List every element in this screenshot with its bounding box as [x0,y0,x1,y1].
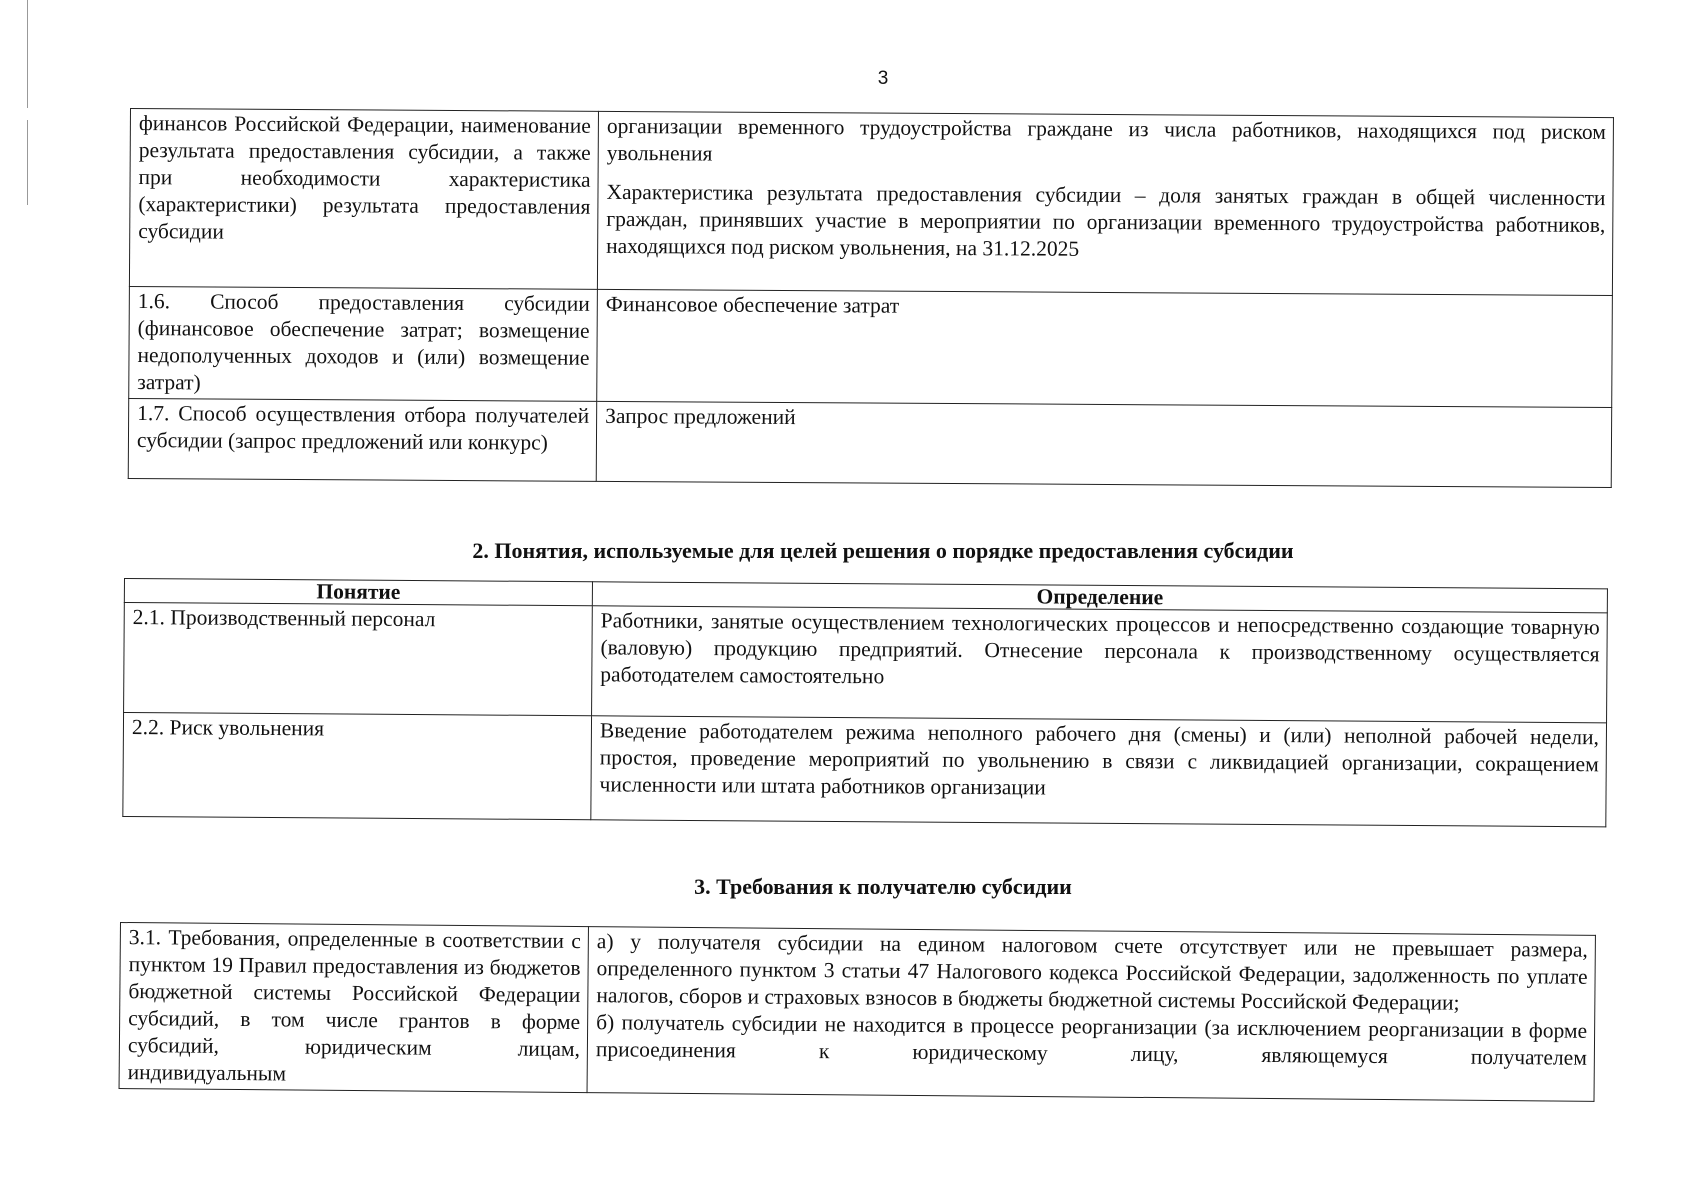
scan-margin-line [27,120,28,205]
table-row [129,109,1613,296]
section-2-title: 2. Понятия, используемые для целей решения о порядке предоставления субсидии [472,538,1294,563]
definitions-table [122,578,1608,827]
definition-cell: Работники, занятые осуществлением технологических процессов и непосредственно создающие товарную (валовую) продукцию предприятий. Отнесение персонала к производственному осуществляется работодателем самостоятельно [592,606,1608,723]
table-row [124,603,1608,723]
table-row [129,286,1613,407]
requirement-item-a: а) у получателя субсидии на едином налоговом счете отсутствует или не превышает размера, определенного пунктом 3 статьи 47 Налогового кодекса Российской Федерации, задолженность по уплате налогов, сборов и страховых взносов в бюджеты бюджетной системы Российской Федерации; [596,929,1588,1015]
page-number: 3 [877,68,889,89]
requirement-item-b: б) получатель субсидии не находится в процессе реорганизации (за исключением реорганизации в форме присоединения к юридическому лицу, являющемуся получателем [595,1010,1588,1070]
definition-cell: Введение работодателем режима неполного рабочего дня (смены) и (или) неполной рабочей недели, простоя, проведение мероприятий по увольнению в связи с ликвидацией организации, сокращением численности или штата работников организации [591,716,1607,827]
requirements-table [119,922,1596,1102]
requirement-label: 3.1. Требования, определенные в соответствии с пунктом 19 Правил предоставления из бюджетов бюджетной системы Российской Федерации субсидий, в том числе грантов в форме субсидий, юридическим лицам, индивидуальным [119,923,588,1093]
column-header-term: Понятие [124,579,592,606]
row-label: 1.6. Способ предоставления субсидии (финансовое обеспечение затрат; возмещение недополученных доходов и (или) возмещение затрат) [129,286,598,401]
result-characteristic-text: Характеристика результата предоставления субсидии – доля занятых граждан в общей численности граждан, принявших участие в мероприятии по организации временного трудоустройства работников, находящихся под риском увольнения, на 31.12.2025 [606,179,1606,261]
row-label: 1.7. Способ осуществления отбора получателей субсидии (запрос предложений или конкурс) [128,398,596,481]
row-label: финансов Российской Федерации, наименование результата предоставления субсидии, а также при необходимости характеристика (характеристики) результата предоставления субсидии [129,109,598,290]
term-cell: 2.2. Риск увольнения [123,713,592,820]
term-cell: 2.1. Производственный персонал [124,603,593,716]
requirement-items [587,927,1595,1102]
table-row [128,398,1611,487]
row-value: Запрос предложений [596,401,1611,487]
table-row [123,713,1607,827]
section-3-title: 3. Требования к получателю субсидии [694,874,1072,899]
row-value [597,111,1613,295]
subsidy-params-table [128,108,1614,488]
table-row [119,923,1595,1102]
result-name-text: организации временного трудоустройства граждане из числа работников, находящихся под риском увольнения [606,113,1606,166]
scan-margin-line [27,0,28,108]
column-header-definition: Определение [592,582,1607,613]
row-value: Финансовое обеспечение затрат [597,289,1613,407]
